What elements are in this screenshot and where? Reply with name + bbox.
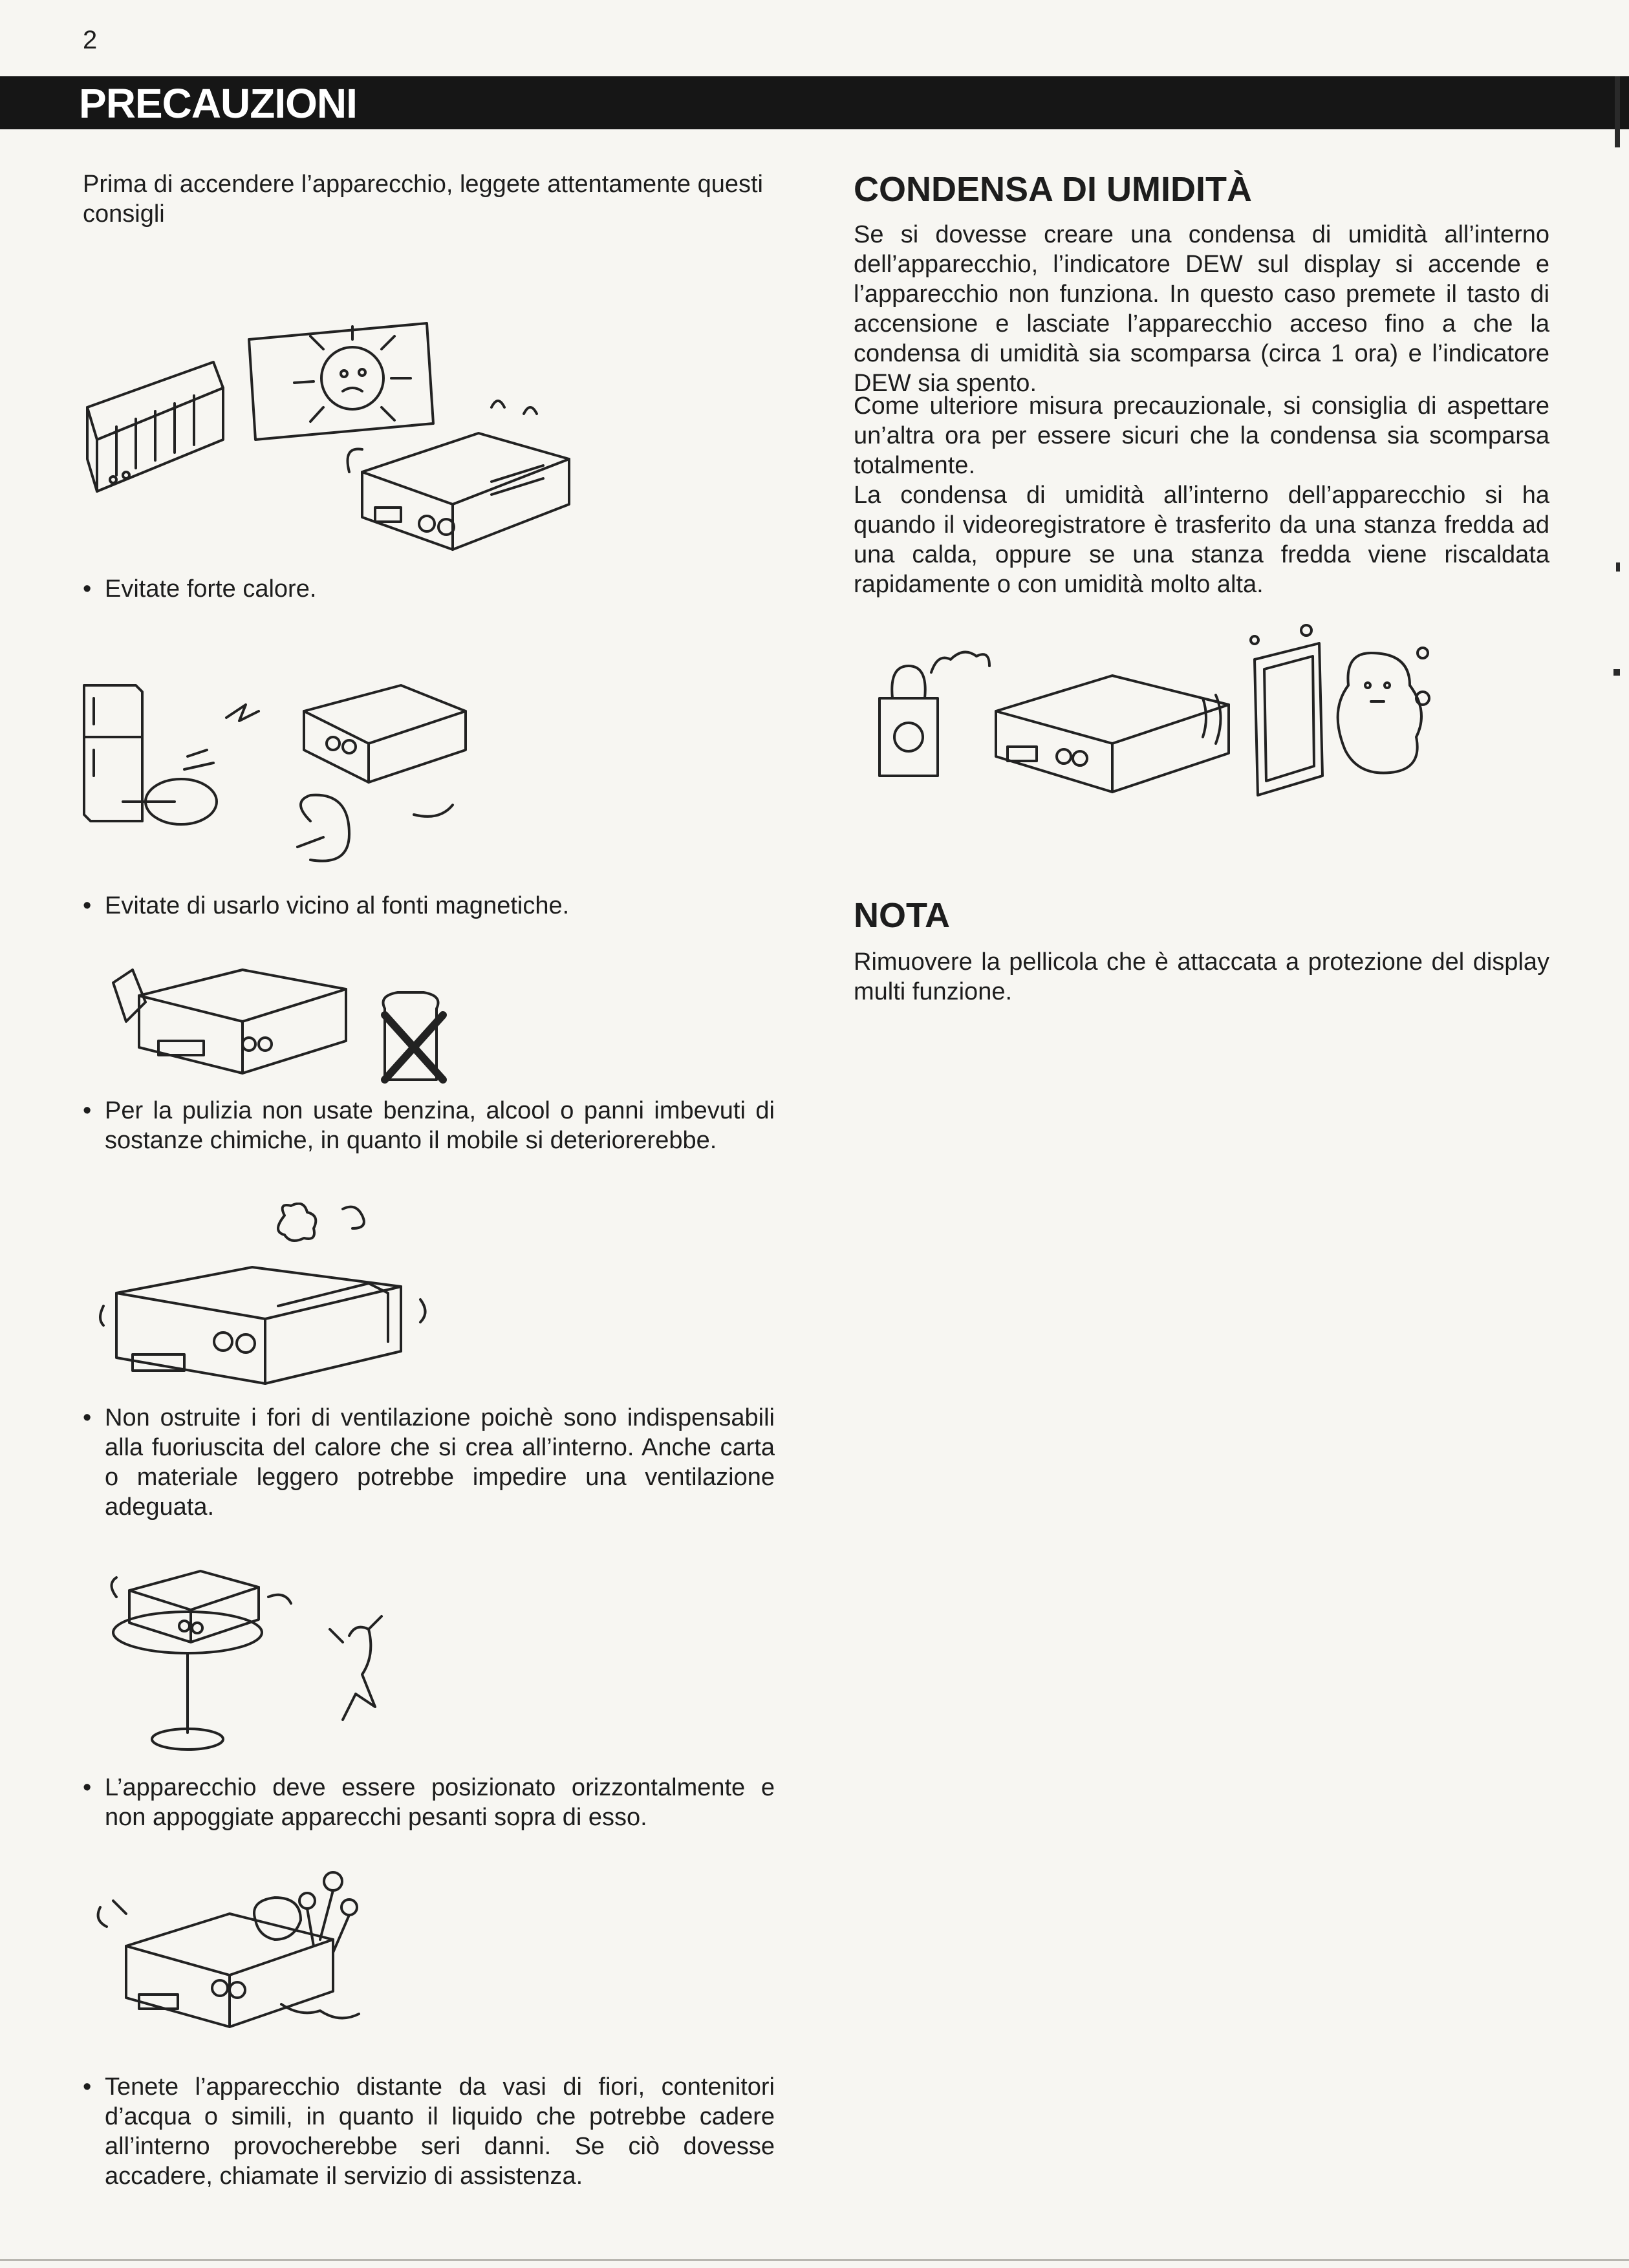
bullet-text: Per la pulizia non usate benzina, alcool o panni imbevuti di sostanze chimiche, in quanto il mobile si deteriorerebbe. (105, 1097, 775, 1154)
bullet-text: Non ostruite i fori di ventilazione poichè sono indispensabili alla fuoriuscita del calore che si crea all’interno. Anche carta o materiale leggero potrebbe impedire una ventilazione adeguata. (105, 1404, 775, 1521)
level-placement-illustration (97, 1558, 440, 1759)
bullet-dot: • (83, 1774, 92, 1801)
nota-heading: NOTA (854, 896, 950, 935)
bullet-text: Evitate forte calore. (105, 575, 317, 603)
nota-text: Rimuovere la pellicola che è attaccata a protezione del display multi funzione. (854, 948, 1549, 1005)
bullet-dot: • (83, 892, 92, 919)
page-edge-mark (1616, 562, 1620, 572)
page-title: PRECAUZIONI (79, 80, 357, 127)
bullet-dot: • (83, 1404, 92, 1431)
condensation-illustration (867, 614, 1436, 821)
bullet-item (83, 1403, 775, 1522)
intro-text: Prima di accendere l’apparecchio, leggete attentamente questi consigli (83, 171, 763, 228)
bottom-edge-line (0, 2259, 1629, 2261)
condensa-heading: CONDENSA DI UMIDITÀ (854, 170, 1252, 209)
bullet-text: Tenete l’apparecchio distante da vasi di fiori, contenitori d’acqua o simili, in quanto il liquido che potrebbe cadere all’interno provocherebbe seri danni. Se ciò dovesse accadere, chiamate il servizio di assistenza. (105, 2073, 775, 2190)
cleaning-illustration (100, 957, 462, 1086)
heat-illustration (78, 310, 595, 569)
condensa-paragraph: La condensa di umidità all’interno dell’apparecchio si ha quando il videoregistratore è trasferito da una stanza fredda ad una calda, oppure se una stanza fredda viene riscaldata rapidamente o con umidità molto alta. (854, 482, 1549, 598)
condensa-paragraph: Come ulteriore misura precauzionale, si consiglia di aspettare un’altra ora per essere sicuri che la condensa sia scomparsa totalmente. (854, 392, 1549, 479)
page-edge-mark (1615, 76, 1620, 147)
bullet-dot: • (83, 1097, 92, 1124)
bullet-item (83, 2072, 775, 2191)
ventilation-illustration (84, 1203, 446, 1390)
bullet-dot: • (83, 2073, 92, 2101)
bullet-item (83, 891, 775, 921)
water-vase-illustration (87, 1862, 411, 2030)
bullet-item (83, 1096, 775, 1155)
bullet-text: L’apparecchio deve essere posizionato orizzontalmente e non appoggiate apparecchi pesanti sopra di esso. (105, 1774, 775, 1831)
magnet-illustration (78, 672, 479, 879)
condensa-paragraph: Se si dovesse creare una condensa di umidità all’interno dell’apparecchio, l’indicatore DEW sul display si accende e l’apparecchio non funziona. In questo caso premete il tasto di accensione e lasciate l’apparecchio acceso fino a che la condensa di umidità sia scomparsa (circa 1 ora) e l’indicatore DEW sia spento. (854, 221, 1549, 397)
bullet-item (83, 574, 775, 604)
bullet-dot: • (83, 575, 92, 603)
bullet-text: Evitate di usarlo vicino al fonti magnetiche. (105, 892, 570, 919)
page-edge-mark (1613, 669, 1620, 676)
page-number: 2 (83, 26, 98, 54)
bullet-item (83, 1773, 775, 1832)
